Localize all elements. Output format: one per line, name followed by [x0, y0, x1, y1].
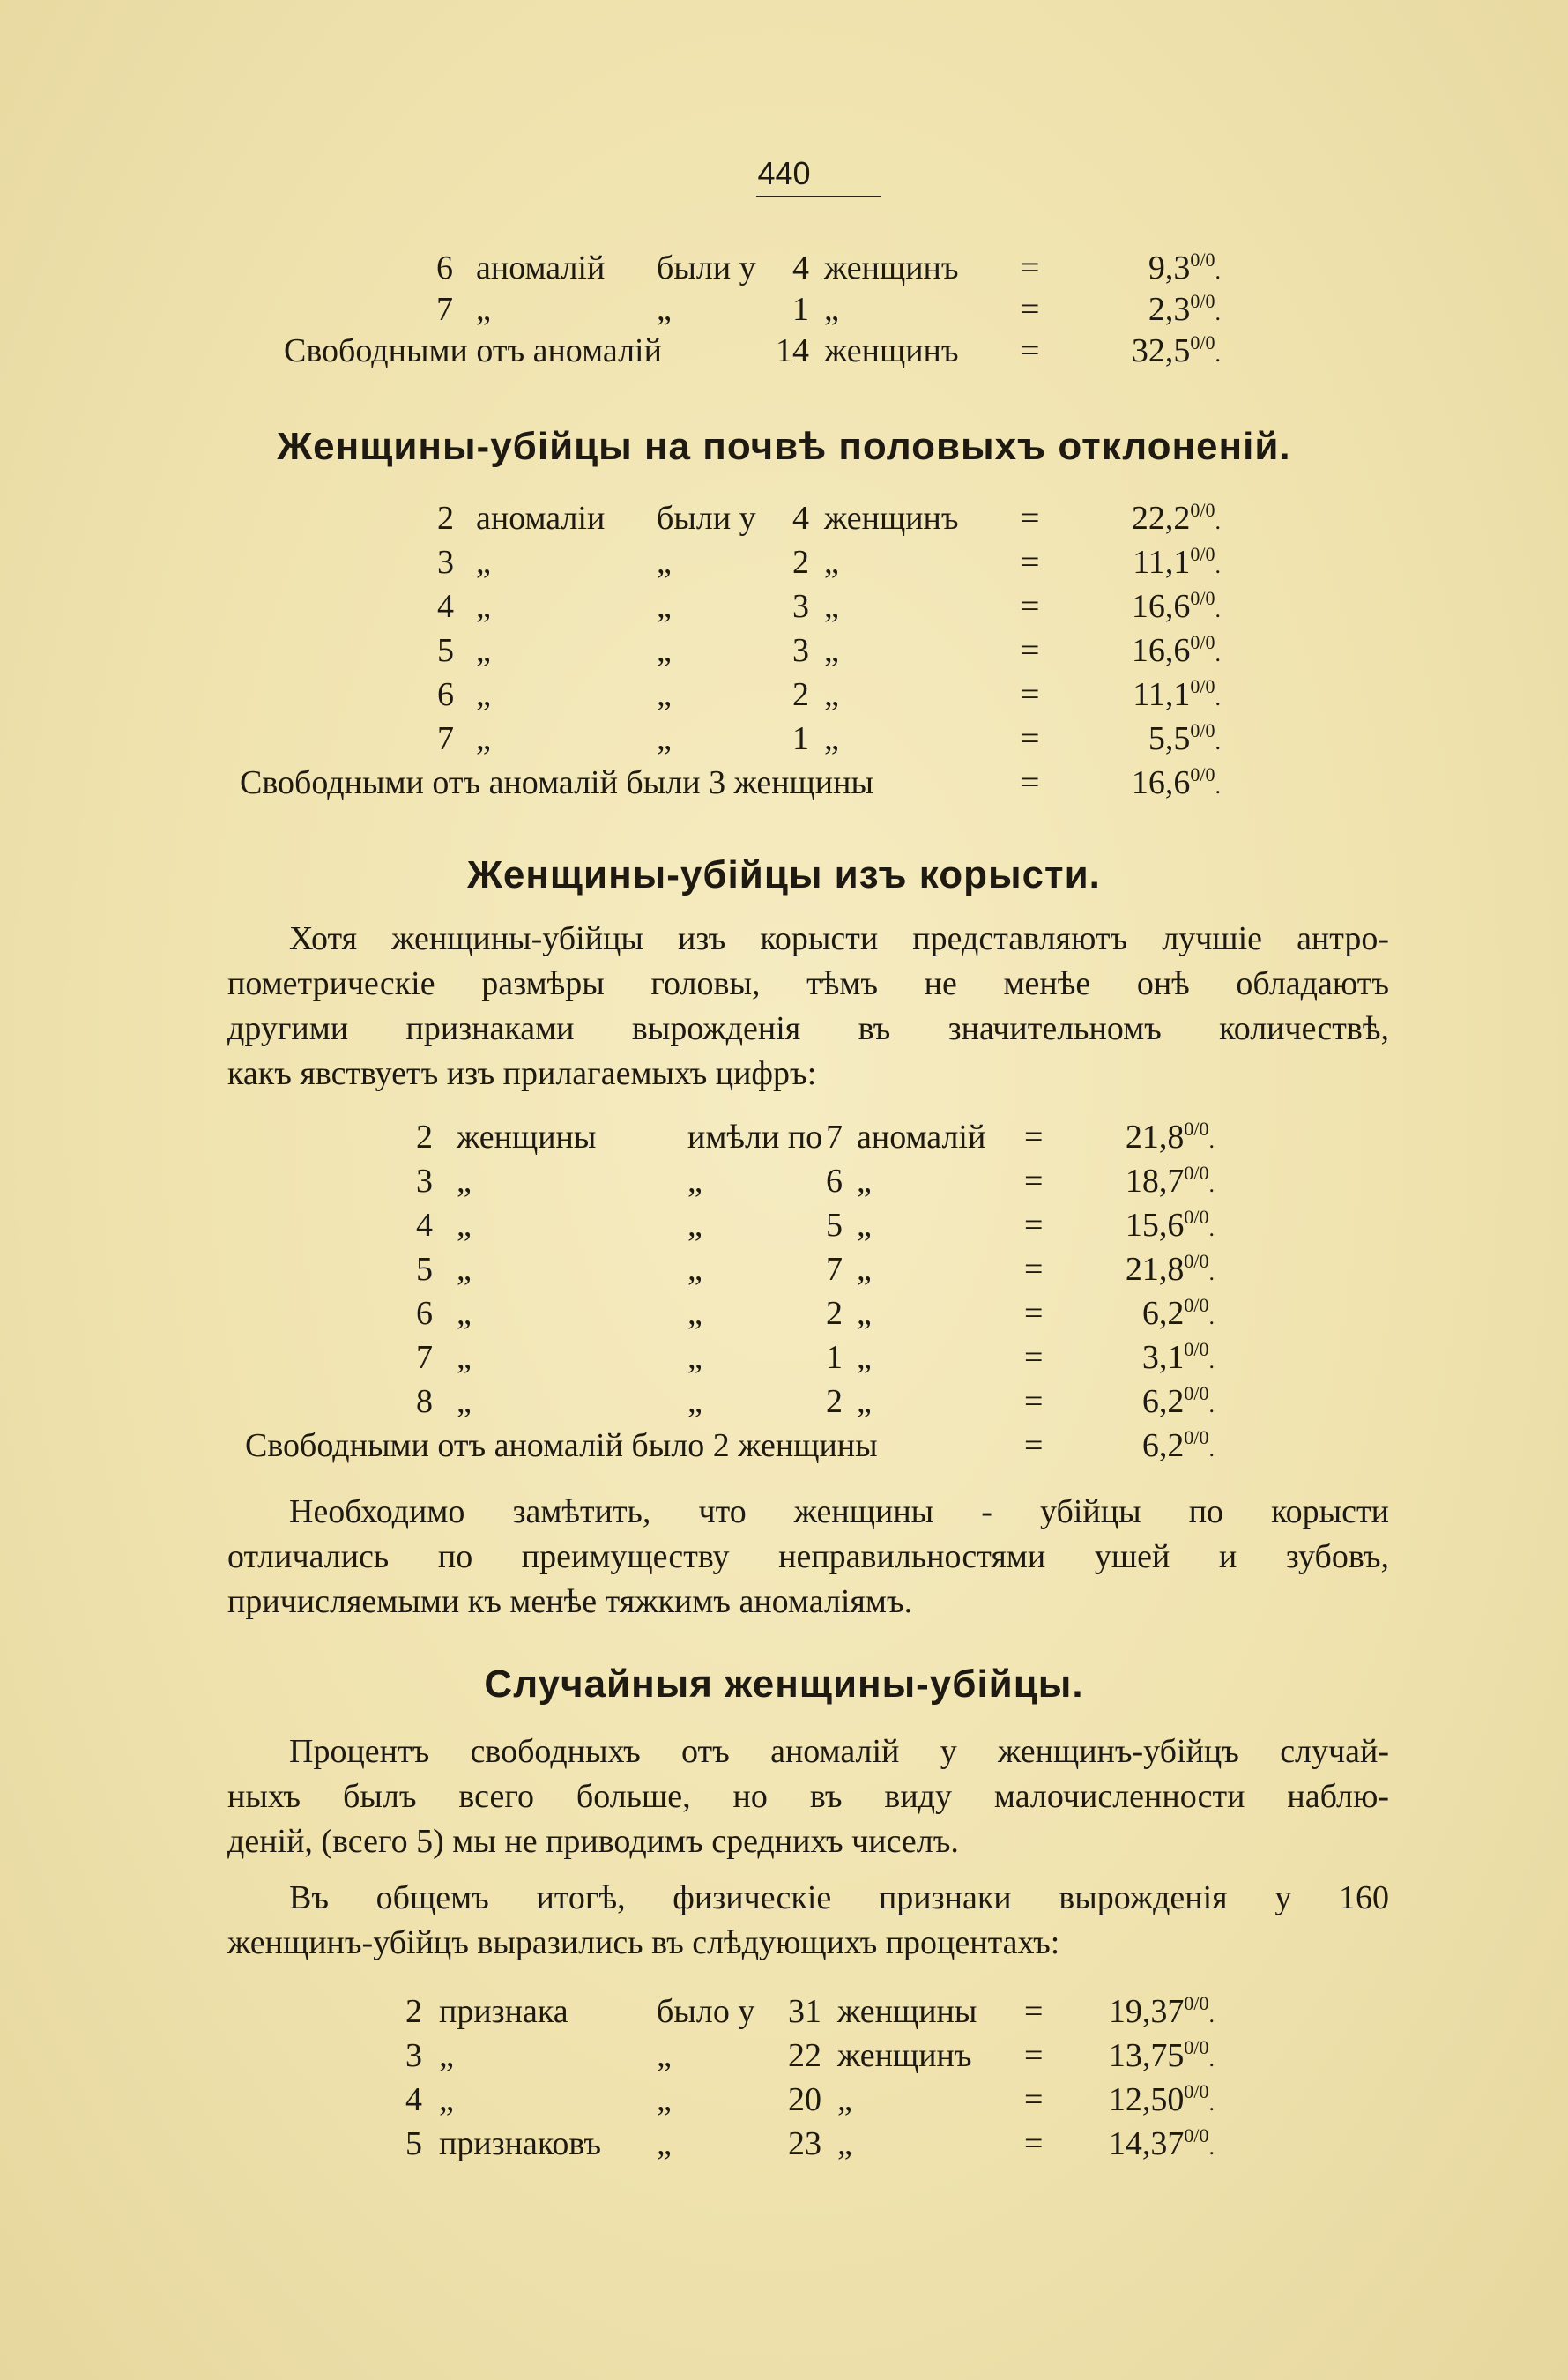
- table-row-total: [0, 763, 1568, 806]
- cell-k: 7: [826, 1119, 843, 1156]
- cell-word: „: [476, 720, 491, 757]
- cell-word: „: [476, 632, 491, 669]
- cell-eq: =: [1024, 1295, 1044, 1332]
- paragraph-line: пометрическіе размѣры головы, тѣмъ не менѣе онѣ обладаютъ: [227, 965, 1389, 1002]
- cell-who: „: [837, 2081, 852, 2118]
- cell-eq: =: [1021, 588, 1040, 625]
- cell-n: 3: [405, 2037, 422, 2074]
- cell-n: 2: [437, 500, 454, 537]
- cell-n: 8: [416, 1383, 433, 1420]
- cell-n: 5: [437, 632, 454, 669]
- cell-eq: =: [1021, 249, 1040, 286]
- cell-verb: „: [657, 2081, 672, 2118]
- cell-verb: „: [687, 1251, 702, 1288]
- table-row: [0, 1294, 1568, 1336]
- cell-verb: „: [657, 588, 672, 625]
- cell-word: признаковъ: [439, 2125, 602, 2162]
- cell-n: 6: [416, 1295, 433, 1332]
- cell-who: аномалій: [857, 1119, 986, 1156]
- cell-who: „: [857, 1251, 872, 1288]
- table-row: [0, 1250, 1568, 1292]
- paragraph-line: Процентъ свободныхъ отъ аномалій у женщинъ-убійцъ случай-: [289, 1733, 1389, 1770]
- cell-eq: =: [1021, 764, 1040, 801]
- cell-k: 4: [792, 500, 809, 537]
- table-row: [0, 631, 1568, 673]
- cell-verb: „: [657, 676, 672, 713]
- cell-k: 1: [792, 720, 809, 757]
- cell-percent: $14,37^{0/0}$.: [1108, 2124, 1215, 2162]
- table-row: [0, 2124, 1568, 2167]
- cell-n: 4: [405, 2081, 422, 2118]
- cell-who: женщинъ: [824, 332, 959, 369]
- cell-k: 31: [788, 1993, 821, 2030]
- cell-k: 6: [826, 1163, 843, 1200]
- heading-greed: Женщины-убійцы изъ корысти.: [467, 853, 1101, 896]
- cell-word: „: [439, 2081, 454, 2118]
- cell-k: 1: [826, 1339, 843, 1376]
- cell-percent: $3,1^{0/0}$.: [1141, 1338, 1215, 1376]
- cell-verb: „: [687, 1295, 702, 1332]
- cell-eq: =: [1024, 2037, 1044, 2074]
- paragraph-line: ныхъ былъ всего больше, но въ виду малочисленности наблю-: [227, 1778, 1389, 1815]
- heading-accidental: Случайныя женщины-убійцы.: [484, 1662, 1084, 1706]
- cell-eq: =: [1021, 332, 1040, 369]
- cell-word: „: [457, 1207, 472, 1244]
- paragraph-line: причисляемыми къ менѣе тяжкимъ аномаліямъ.: [227, 1583, 913, 1620]
- cell-eq: =: [1024, 1163, 1044, 1200]
- cell-k: 1: [792, 291, 809, 328]
- cell-eq: =: [1024, 1251, 1044, 1288]
- cell-word: признака: [439, 1993, 568, 2030]
- cell-percent: $12,50^{0/0}$.: [1108, 2080, 1215, 2118]
- cell-k: 22: [788, 2037, 821, 2074]
- cell-who: „: [857, 1163, 872, 1200]
- cell-verb: „: [657, 544, 672, 581]
- paragraph-summary: [227, 1876, 1389, 1966]
- cell-verb: „: [657, 291, 672, 328]
- paragraph-line: отличались по преимуществу неправильностями ушей и зубовъ,: [227, 1538, 1389, 1575]
- paragraph-line: какъ явствуетъ изъ прилагаемыхъ цифръ:: [227, 1055, 817, 1092]
- table-row: [0, 719, 1568, 762]
- cell-percent: $16,6^{0/0}$.: [1131, 587, 1221, 625]
- cell-k: 4: [792, 249, 809, 286]
- cell-eq: =: [1024, 1119, 1044, 1156]
- cell-who: женщинъ: [837, 2037, 972, 2074]
- cell-eq: =: [1024, 2081, 1044, 2118]
- paragraph-line: другими признаками вырожденія въ значительномъ количествѣ,: [227, 1010, 1389, 1047]
- cell-k: 14: [776, 332, 809, 369]
- cell-n: 3: [416, 1163, 433, 1200]
- table-row: [0, 1206, 1568, 1248]
- cell-percent: $9,3^{0/0}$.: [1148, 249, 1221, 286]
- table-row: [0, 1118, 1568, 1160]
- cell-eq: =: [1021, 632, 1040, 669]
- cell-total-label: Свободными отъ аномалій: [284, 332, 662, 369]
- cell-percent: $6,2^{0/0}$.: [1141, 1426, 1215, 1464]
- cell-percent: $16,6^{0/0}$.: [1131, 631, 1221, 669]
- cell-n: 3: [437, 544, 454, 581]
- cell-k: 20: [788, 2081, 821, 2118]
- cell-word: „: [476, 588, 491, 625]
- cell-word: „: [476, 676, 491, 713]
- cell-n: 6: [437, 676, 454, 713]
- cell-who: „: [824, 720, 839, 757]
- cell-percent: $2,3^{0/0}$.: [1148, 290, 1221, 328]
- cell-percent: $6,2^{0/0}$.: [1141, 1294, 1215, 1332]
- table-row: [0, 543, 1568, 585]
- cell-who: „: [824, 588, 839, 625]
- cell-who: „: [837, 2125, 852, 2162]
- cell-k: 2: [792, 544, 809, 581]
- cell-k: 7: [826, 1251, 843, 1288]
- cell-n: 4: [416, 1207, 433, 1244]
- cell-verb: „: [657, 632, 672, 669]
- cell-verb: были у: [657, 249, 756, 286]
- cell-percent: $16,6^{0/0}$.: [1131, 763, 1221, 801]
- cell-verb: „: [687, 1163, 702, 1200]
- table-row-total: [0, 331, 1568, 374]
- page-number: 440: [757, 155, 811, 191]
- table-row: [0, 1338, 1568, 1380]
- paragraph-note: [227, 1490, 1389, 1625]
- cell-word: аномалій: [476, 249, 606, 286]
- cell-k: 5: [826, 1207, 843, 1244]
- cell-word: „: [476, 291, 491, 328]
- cell-n: 6: [436, 249, 453, 286]
- cell-eq: =: [1024, 1339, 1044, 1376]
- heading-sexual-deviation: Женщины-убійцы на почвѣ половыхъ отклоненій.: [277, 425, 1291, 468]
- paragraph-line: Необходимо замѣтить, что женщины - убійцы по корысти: [289, 1493, 1389, 1530]
- cell-word: „: [439, 2037, 454, 2074]
- cell-eq: =: [1024, 1993, 1044, 2030]
- cell-n: 5: [405, 2125, 422, 2162]
- cell-who: „: [857, 1207, 872, 1244]
- cell-who: „: [824, 544, 839, 581]
- cell-eq: =: [1021, 291, 1040, 328]
- paragraph-line: Хотя женщины-убійцы изъ корысти представляютъ лучшіе антро-: [289, 920, 1389, 957]
- cell-percent: $22,2^{0/0}$.: [1131, 499, 1221, 537]
- cell-k: 2: [826, 1295, 843, 1332]
- table-row: [0, 1162, 1568, 1204]
- cell-eq: =: [1021, 500, 1040, 537]
- cell-word: „: [457, 1163, 472, 1200]
- cell-n: 2: [405, 1993, 422, 2030]
- paragraph-line: женщинъ-убійцъ выразились въ слѣдующихъ процентахъ:: [227, 1924, 1060, 1961]
- table-row: [0, 1382, 1568, 1424]
- cell-verb: „: [687, 1207, 702, 1244]
- cell-n: 5: [416, 1251, 433, 1288]
- cell-verb: „: [657, 720, 672, 757]
- cell-total-label: Свободными отъ аномалій были 3 женщины: [240, 764, 874, 801]
- cell-percent: $21,8^{0/0}$.: [1125, 1250, 1215, 1288]
- page-number-rule: [756, 196, 881, 197]
- table-row: [0, 587, 1568, 629]
- cell-who: „: [824, 676, 839, 713]
- cell-k: 23: [788, 2125, 821, 2162]
- cell-n: 4: [437, 588, 454, 625]
- cell-verb: имѣли по: [687, 1119, 823, 1156]
- cell-n: 7: [437, 720, 454, 757]
- cell-word: „: [457, 1383, 472, 1420]
- cell-k: 3: [792, 588, 809, 625]
- cell-who: „: [824, 632, 839, 669]
- table-row: [0, 499, 1568, 541]
- cell-percent: $5,5^{0/0}$.: [1148, 719, 1221, 757]
- table-row-total: [0, 1426, 1568, 1469]
- cell-percent: $21,8^{0/0}$.: [1125, 1118, 1215, 1156]
- table-row: [0, 249, 1568, 291]
- cell-percent: $11,1^{0/0}$.: [1133, 543, 1221, 581]
- cell-percent: $11,1^{0/0}$.: [1133, 675, 1221, 713]
- cell-k: 2: [826, 1383, 843, 1420]
- paragraph-line: Въ общемъ итогѣ, физическіе признаки вырожденія у 160: [289, 1879, 1389, 1916]
- cell-percent: $13,75^{0/0}$.: [1108, 2036, 1215, 2074]
- cell-who: женщинъ: [824, 500, 959, 537]
- cell-verb: „: [657, 2125, 672, 2162]
- cell-eq: =: [1024, 1427, 1044, 1464]
- cell-eq: =: [1021, 676, 1040, 713]
- cell-percent: $32,5^{0/0}$.: [1131, 331, 1221, 369]
- cell-percent: $18,7^{0/0}$.: [1125, 1162, 1215, 1200]
- cell-word: „: [476, 544, 491, 581]
- cell-word: женщины: [457, 1119, 597, 1156]
- table-row: [0, 2080, 1568, 2123]
- table-row: [0, 2036, 1568, 2079]
- cell-who: „: [857, 1339, 872, 1376]
- paragraph-accidental: [227, 1729, 1389, 1864]
- cell-verb: были у: [657, 500, 756, 537]
- cell-eq: =: [1024, 1207, 1044, 1244]
- cell-percent: $15,6^{0/0}$.: [1125, 1206, 1215, 1244]
- cell-verb: „: [687, 1383, 702, 1420]
- cell-total-label: Свободными отъ аномалій было 2 женщины: [245, 1427, 878, 1464]
- cell-eq: =: [1021, 544, 1040, 581]
- cell-who: женщинъ: [824, 249, 959, 286]
- cell-eq: =: [1021, 720, 1040, 757]
- cell-who: женщины: [837, 1993, 977, 2030]
- cell-n: 2: [416, 1119, 433, 1156]
- cell-who: „: [857, 1295, 872, 1332]
- cell-word: аномаліи: [476, 500, 606, 537]
- cell-word: „: [457, 1295, 472, 1332]
- cell-eq: =: [1024, 1383, 1044, 1420]
- cell-verb: „: [657, 2037, 672, 2074]
- cell-percent: $6,2^{0/0}$.: [1141, 1382, 1215, 1420]
- cell-eq: =: [1024, 2125, 1044, 2162]
- cell-who: „: [857, 1383, 872, 1420]
- cell-n: 7: [416, 1339, 433, 1376]
- table-row: [0, 290, 1568, 332]
- cell-k: 3: [792, 632, 809, 669]
- cell-n: 7: [436, 291, 453, 328]
- cell-verb: было у: [657, 1993, 755, 2030]
- table-row: [0, 1992, 1568, 2034]
- paragraph-line: деній, (всего 5) мы не приводимъ среднихъ чиселъ.: [227, 1823, 959, 1860]
- cell-percent: $19,37^{0/0}$.: [1108, 1992, 1215, 2030]
- cell-verb: „: [687, 1339, 702, 1376]
- cell-who: „: [824, 291, 839, 328]
- cell-k: 2: [792, 676, 809, 713]
- table-row: [0, 675, 1568, 718]
- paragraph-greed: [227, 917, 1389, 1097]
- cell-word: „: [457, 1339, 472, 1376]
- cell-word: „: [457, 1251, 472, 1288]
